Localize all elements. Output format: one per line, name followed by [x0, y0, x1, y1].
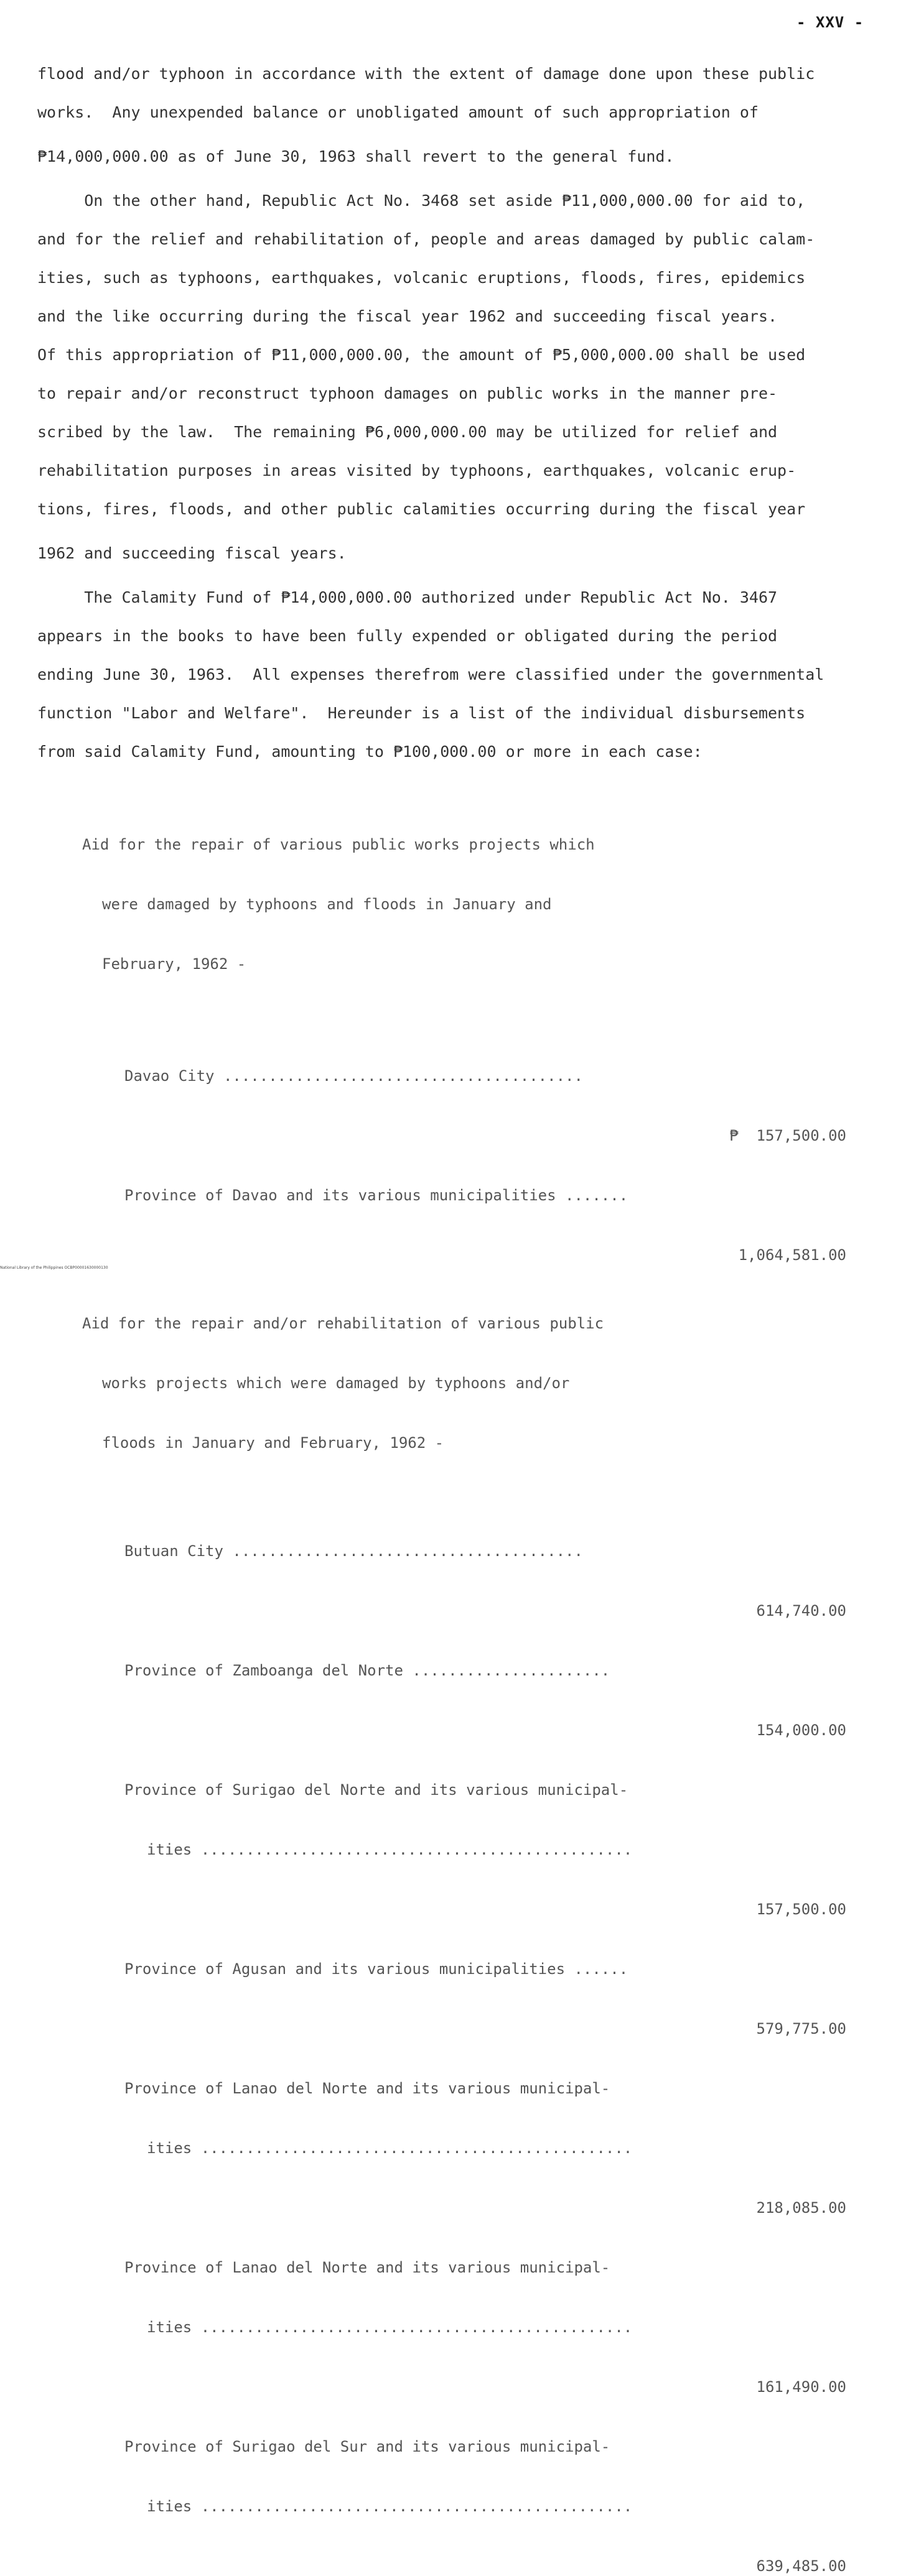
- group-heading: [37, 1274, 899, 1493]
- entry-amount: 1,064,581.00: [738, 1246, 846, 1264]
- text-line: 1962 and succeeding fiscal years.: [37, 544, 347, 562]
- disbursement-list: [37, 795, 899, 2576]
- entry-label: Davao City ........................................: [124, 1067, 583, 1085]
- text-line: from said Calamity Fund, amounting to ₱100,000.00 or more in each case:: [37, 743, 703, 761]
- entry-amount: ₱ 157,500.00: [729, 1127, 846, 1144]
- footer-credit: National Library of the Philippines OCBP00001630000130: [0, 1266, 108, 1270]
- entry-label: Province of Zamboanga del Norte ......................: [124, 1662, 610, 1679]
- text-line: Of this appropriation of ₱11,000,000.00, the amount of ₱5,000,000.00 shall be used: [37, 346, 806, 364]
- disbursement-entry: [37, 2039, 899, 2218]
- text-line: On the other hand, Republic Act No. 3468 set aside ₱11,000,000.00 for aid to,: [37, 192, 806, 210]
- entry-label: Province of Surigao del Norte and its various municipal-: [124, 1781, 628, 1799]
- disbursement-entry: [37, 2218, 899, 2397]
- disbursement-group: [37, 1274, 899, 2576]
- text-line: and the like occurring during the fiscal year 1962 and succeeding fiscal years.: [37, 307, 778, 325]
- entry-amount: 161,490.00: [756, 2378, 846, 2396]
- text-line: appears in the books to have been fully expended or obligated during the period: [37, 627, 778, 645]
- entry-label: ities ................................................: [147, 1841, 633, 1858]
- text-line: scribed by the law. The remaining ₱6,000,000.00 may be utilized for relief and: [37, 423, 778, 441]
- disbursement-entry: [37, 1146, 899, 1265]
- text-line: works. Any unexpended balance or unobligated amount of such appropriation of: [37, 103, 759, 121]
- disbursement-entry: [37, 2397, 899, 2576]
- page-number: - XXV -: [796, 14, 864, 31]
- group-heading-line: Aid for the repair and/or rehabilitation of various public: [82, 1315, 604, 1332]
- disbursement-entry: [37, 1621, 899, 1740]
- entry-label: ities ................................................: [147, 2139, 633, 2157]
- entry-amount: 639,485.00: [756, 2557, 846, 2575]
- text-line: ₱14,000,000.00 as of June 30, 1963 shall revert to the general fund.: [37, 147, 675, 165]
- group-heading-line: February, 1962 -: [102, 955, 246, 973]
- entry-label: Province of Davao and its various municipalities .......: [124, 1187, 628, 1204]
- disbursement-entry: [37, 1919, 899, 2039]
- entry-amount: 579,775.00: [756, 2020, 846, 2037]
- entry-amount: 614,740.00: [756, 1602, 846, 1619]
- group-heading-line: Aid for the repair of various public works projects which: [82, 836, 595, 853]
- text-line: tions, fires, floods, and other public calamities occurring during the fiscal year: [37, 500, 806, 518]
- disbursement-entry: [37, 1501, 899, 1621]
- entry-label: ities ................................................: [147, 2319, 633, 2336]
- group-heading-line: works projects which were damaged by typhoons and/or: [102, 1374, 570, 1392]
- text-line: ities, such as typhoons, earthquakes, volcanic eruptions, floods, fires, epidemics: [37, 269, 806, 287]
- group-heading: [37, 795, 899, 1014]
- entry-label: ities ................................................: [147, 2498, 633, 2515]
- disbursement-group: [37, 795, 899, 1265]
- entry-amount: 154,000.00: [756, 1721, 846, 1739]
- group-heading-line: were damaged by typhoons and floods in January and: [102, 896, 552, 913]
- body-text: [37, 55, 899, 771]
- entry-label: Province of Agusan and its various municipalities ......: [124, 1960, 628, 1978]
- text-line: function "Labor and Welfare". Hereunder is a list of the individual disbursements: [37, 704, 806, 722]
- disbursement-entry: [37, 1026, 899, 1146]
- entry-label: Province of Surigao del Sur and its various municipal-: [124, 2438, 610, 2455]
- text-line: and for the relief and rehabilitation of, people and areas damaged by public calam-: [37, 230, 815, 248]
- group-heading-line: floods in January and February, 1962 -: [102, 1434, 444, 1452]
- entry-label: Province of Lanao del Norte and its various municipal-: [124, 2080, 610, 2097]
- entry-label: Province of Lanao del Norte and its various municipal-: [124, 2259, 610, 2276]
- disbursement-entry: [37, 1740, 899, 1919]
- text-line: to repair and/or reconstruct typhoon damages on public works in the manner pre-: [37, 384, 778, 402]
- text-line: rehabilitation purposes in areas visited by typhoons, earthquakes, volcanic erup-: [37, 461, 796, 480]
- text-line: ending June 30, 1963. All expenses therefrom were classified under the governmental: [37, 665, 824, 683]
- entry-amount: 218,085.00: [756, 2199, 846, 2217]
- text-line: The Calamity Fund of ₱14,000,000.00 authorized under Republic Act No. 3467: [37, 588, 778, 606]
- entry-amount: 157,500.00: [756, 1901, 846, 1918]
- text-line: flood and/or typhoon in accordance with the extent of damage done upon these public: [37, 65, 815, 83]
- entry-label: Butuan City .......................................: [124, 1542, 583, 1560]
